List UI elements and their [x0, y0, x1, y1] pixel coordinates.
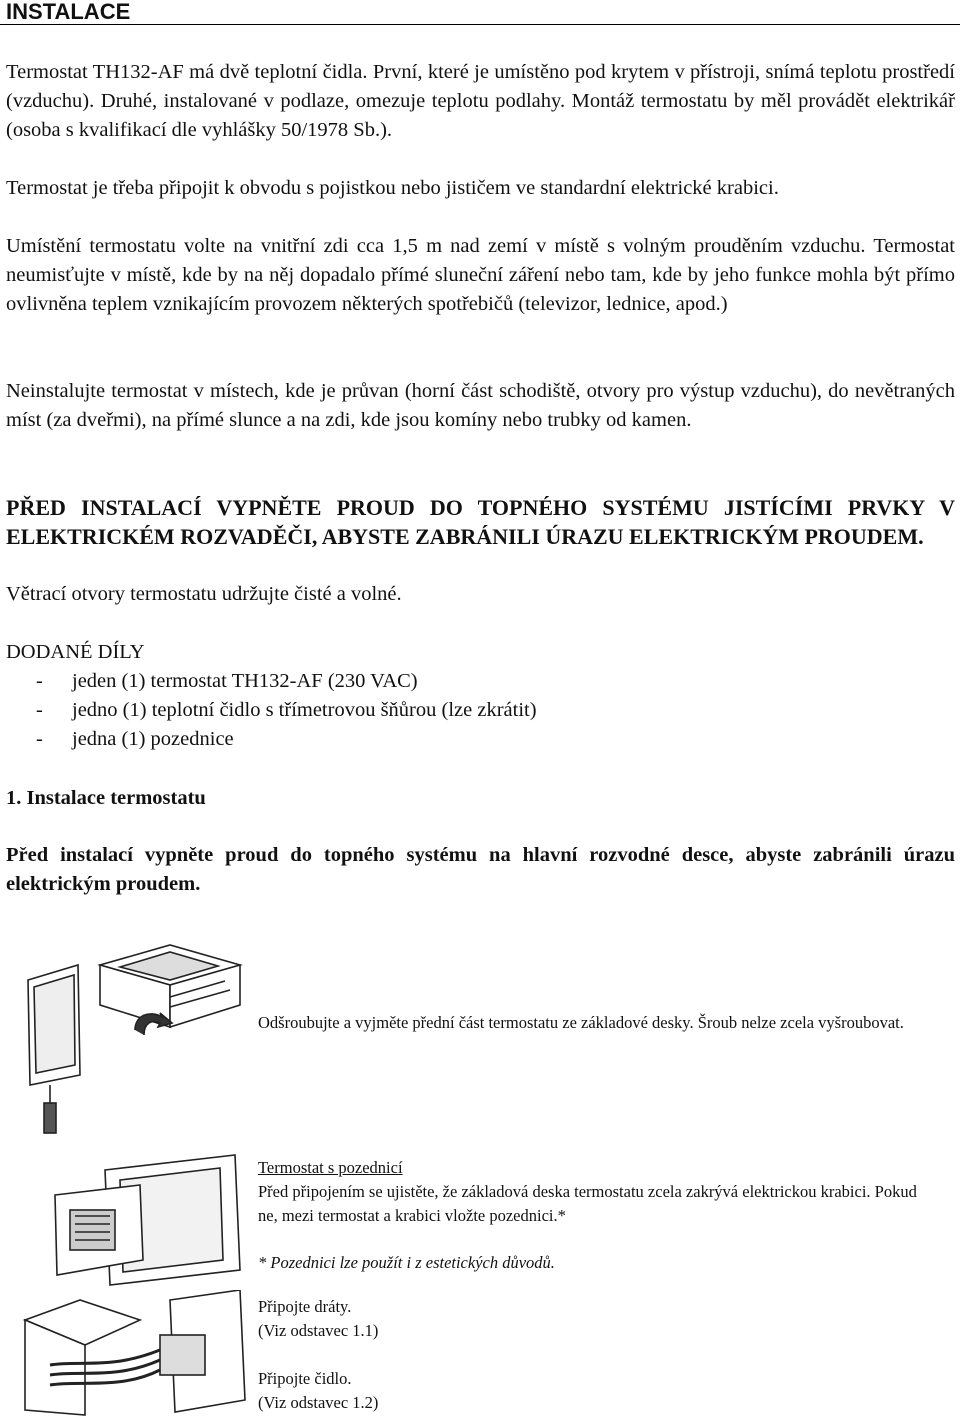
vents-paragraph: Větrací otvory termostatu udržujte čisté a volné. — [6, 583, 402, 605]
parts-list — [6, 667, 906, 754]
avoid-paragraph: Neinstalujte termostat v místech, kde je průvan (horní část schodiště, otvory pro výstup vzduchu), do nevětraných míst (za dveřmi), na přímé slunce a na zdi, kde jsou komíny nebo trubky od kamen. — [6, 380, 955, 431]
plate-instruction: Před připojením se ujistěte, že základová deska termostatu zcela zakrývá elektrickou krabici. Pokud ne, mezi termostat a krabici vložte pozednici.* — [258, 1182, 917, 1225]
list-item: - jeden (1) termostat TH132-AF (230 VAC) — [36, 670, 418, 692]
connect-wires-instruction: Připojte dráty. — [258, 1297, 352, 1316]
plate-footnote: * Pozednici lze použít i z estetických důvodů. — [258, 1253, 555, 1272]
placement-paragraph: Umístění termostatu volte na vnitřní zdi cca 1,5 m nad zemí v místě s volným prouděním vzduchu. Termostat neumisťujte v místě, kde by na něj dopadalo přímé sluneční záření nebo tam, kde by jeho funkce mohla být přímo ovlivněna teplem vznikajícím provozem některých spotřebičů (televizor, lednice, apod.) — [6, 235, 955, 315]
plate-title: Termostat s pozednicí — [258, 1158, 403, 1177]
connect-wires-reference: (Viz odstavec 1.1) — [258, 1321, 379, 1340]
list-item: - jedno (1) teplotní čidlo s třímetrovou šňůrou (lze zkrátit) — [36, 699, 537, 721]
section-warning: Před instalací vypněte proud do topného systému na hlavní rozvodné desce, abyste zabránili úrazu elektrickým proudem. — [6, 844, 955, 895]
page-heading: INSTALACE — [0, 0, 960, 25]
power-off-warning: PŘED INSTALACÍ VYPNĚTE PROUD DO TOPNÉHO SYSTÉMU JISTÍCÍMI PRVKY V ELEKTRICKÉM ROZVADĚČI, ABYSTE ZABRÁNILI ÚRAZU ELEKTRICKÝM PROUDEM. — [6, 495, 955, 549]
wall-plate-illustration — [45, 1150, 245, 1290]
parts-title: DODANÉ DÍLY — [6, 641, 145, 663]
section-title: 1. Instalace termostatu — [6, 787, 206, 809]
list-item: - jedna (1) pozednice — [36, 728, 234, 750]
remove-front-instruction: Odšroubujte a vyjměte přední část termostatu ze základové desky. Šroub nelze zcela vyšroubovat. — [258, 1013, 904, 1032]
connect-sensor-reference: (Viz odstavec 1.2) — [258, 1393, 379, 1412]
connect-sensor-instruction: Připojte čidlo. — [258, 1369, 352, 1388]
intro-paragraph: Termostat TH132-AF má dvě teplotní čidla. První, které je umístěno pod krytem v přístroji, snímá teplotu prostředí (vzduchu). Druhé, instalované v podlaze, omezuje teplotu podlahy. Montáž termostatu by měl provádět elektrikář (osoba s kvalifikací dle vyhlášky 50/1978 Sb.). — [6, 61, 955, 141]
thermostat-removal-illustration — [20, 935, 250, 1135]
circuit-paragraph: Termostat je třeba připojit k obvodu s pojistkou nebo jističem ve standardní elektrické krabici. — [6, 177, 779, 199]
wiring-illustration — [20, 1290, 250, 1418]
